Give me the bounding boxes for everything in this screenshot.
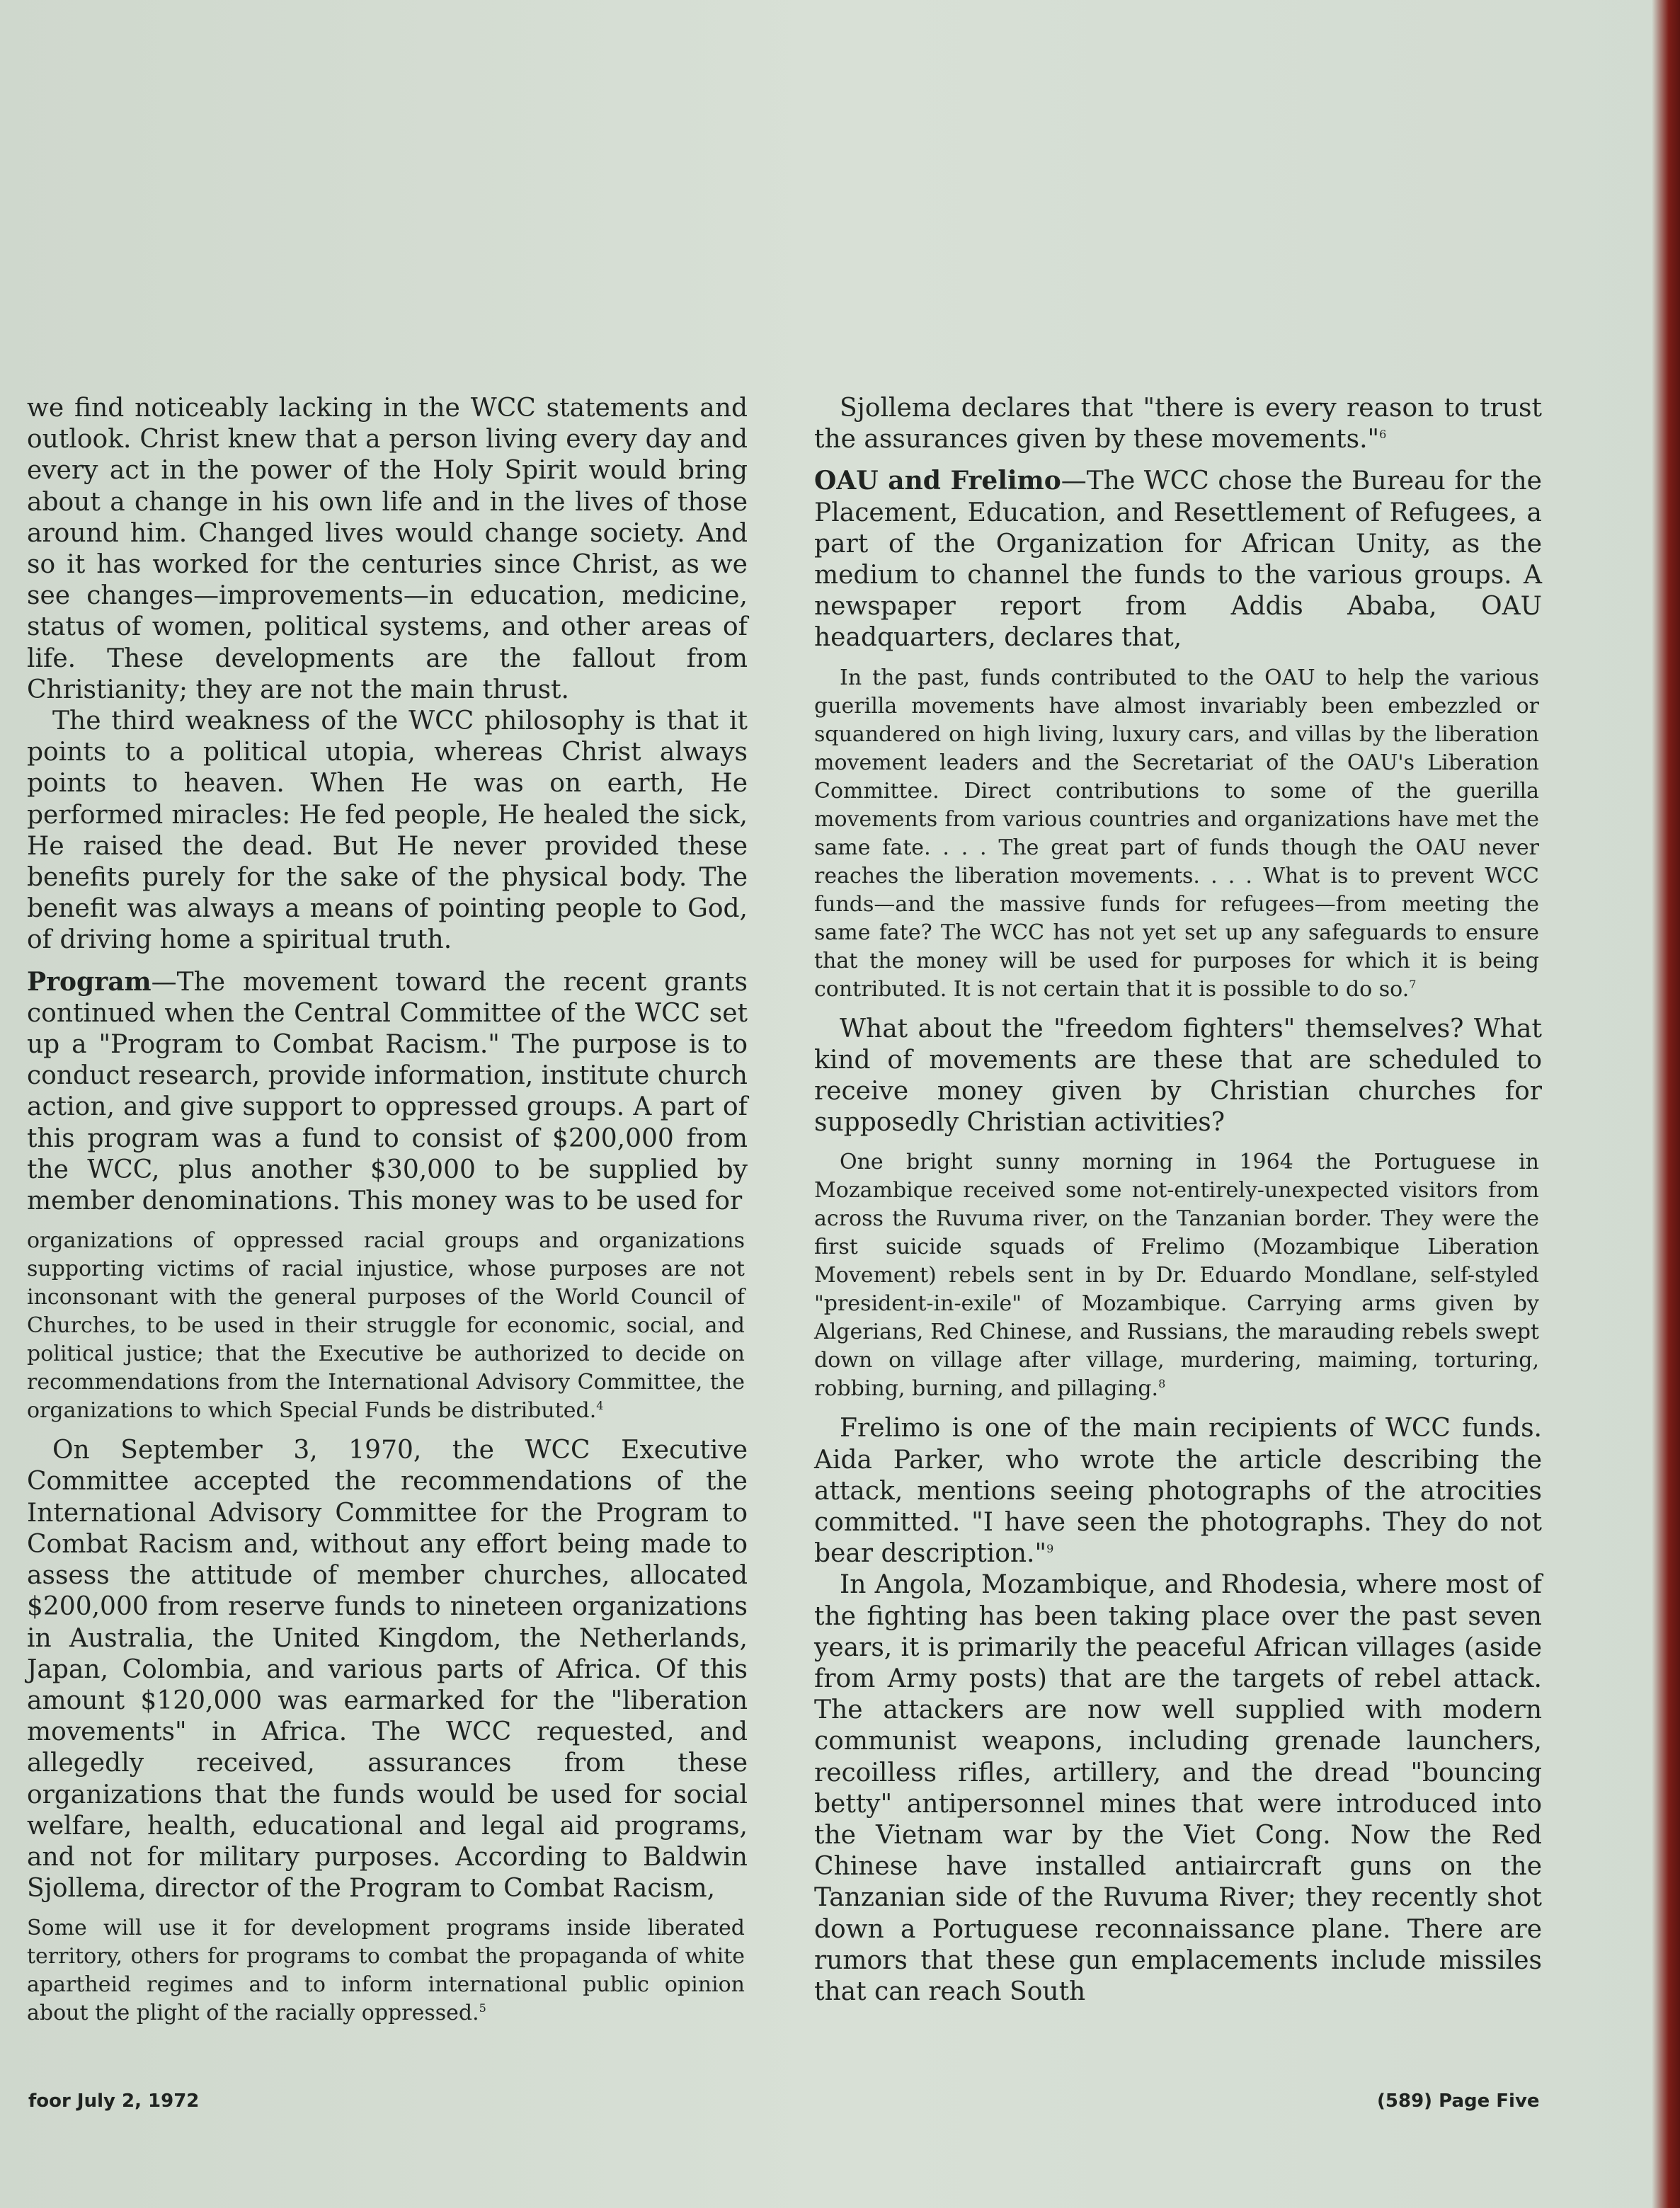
left-column: [27, 393, 748, 2027]
quote-text: In the past, funds contributed to the OAU to help the various guerilla movements have almost invariably been embezzled or squandered on high living, luxury cars, and villas by the liberation movement leaders and the Secretariat of the OAU's Liberation Committee. Direct contributions to some of the guerilla movements from various countries and organizations have met the same fate. . . . The great part of funds though the OAU never reaches the liberation movements. . . . What is to prevent WCC funds—and the massive funds for refugees—from meeting the same fate? The WCC has not yet set up any safeguards to ensure that the money will be used for purposes for which it is being contributed. It is not certain that it is possible to do so.: [814, 665, 1539, 1002]
paragraph-body: Sjollema declares that "there is every reason to trust the assurances given by these movements.": [814, 394, 1542, 454]
block-quote: [814, 1148, 1542, 1403]
paragraph-body: Frelimo is one of the main recipients of WCC funds. Aida Parker, who wrote the article describing the attack, mentions seeing photographs of the atrocities committed. "I have seen the photographs. They do not bear description.": [814, 1414, 1542, 1569]
paragraph: On September 3, 1970, the WCC Executive Committee accepted the recommendations of the International Advisory Committee for the Program to Combat Racism and, without any effort being made to assess the attitude of member churches, allocated $200,000 from reserve funds to nineteen organizations in Australia, the United Kingdom, the Netherlands, Japan, Colombia, and various parts of Africa. Of this amount $120,000 was earmarked for the "liberation movements" in Africa. The WCC requested, and allegedly received, assurances from these organizations that the funds would be used for social welfare, health, educational and legal aid programs, and not for military purposes. According to Baldwin Sjollema, director of the Program to Combat Racism,: [27, 1436, 748, 1904]
footer-date: foor July 2, 1972: [28, 2090, 200, 2112]
footnote-marker: 8: [1158, 1377, 1166, 1391]
paragraph-with-heading: [27, 966, 748, 1218]
right-column: [814, 393, 1542, 2008]
paragraph-with-heading: [814, 465, 1542, 653]
block-quote: [814, 664, 1542, 1004]
quote-text: organizations of oppressed racial groups and organizations supporting victims of racial injustice, whose purposes are not inconsonant with the general purposes of the World Council of Churches, to be used in their struggle for economic, social, and political justice; that the Executive be authorized to decide on recommendations from the International Advisory Committee, the organizations to which Special Funds be distributed.: [27, 1228, 745, 1424]
paragraph: What about the "freedom fighters" themselves? What kind of movements are these that are scheduled to receive money given by Christian churches for supposedly Christian activities?: [814, 1014, 1542, 1138]
quote-text: Some will use it for development programs inside liberated territory, others for programs to combat the propaganda of white apartheid regimes and to inform international public opinion about the plight of the racially oppressed.: [27, 1916, 745, 2026]
section-heading: OAU and Frelimo: [814, 466, 1061, 496]
paragraph: In Angola, Mozambique, and Rhodesia, where most of the fighting has been taking place over the past seven years, it is primarily the peaceful African villages (aside from Army posts) that are the targets of rebel attack. The attackers are now well supplied with modern communist weapons, including grenade launchers, recoilless rifles, artillery, and the dread "bouncing betty" antipersonnel mines that were introduced into the Vietnam war by the Viet Cong. Now the Red Chinese have installed antiaircraft guns on the Tanzanian side of the Ruvuma River; they recently shot down a Portuguese reconnaissance plane. There are rumors that these gun emplacements include missiles that can reach South: [814, 1570, 1542, 2007]
footnote-marker: 5: [479, 2001, 486, 2015]
quote-text: One bright sunny morning in 1964 the Portuguese in Mozambique received some not-entirely-unexpected visitors from across the Ruvuma river, on the Tanzanian border. They were the first suicide squads of Frelimo (Mozambique Liberation Movement) rebels sent in by Dr. Eduardo Mondlane, self-styled "president-in-exile" of Mozambique. Carrying arms given by Algerians, Red Chinese, and Russians, the marauding rebels swept down on village after village, murdering, maiming, torturing, robbing, burning, and pillaging.: [814, 1150, 1539, 1402]
footer-page-number: (589) Page Five: [1377, 2090, 1540, 2112]
footnote-marker: 6: [1379, 428, 1387, 442]
block-quote: [27, 1227, 748, 1425]
paragraph: [814, 1413, 1542, 1569]
footnote-marker: 4: [596, 1399, 604, 1413]
footnote-marker: 9: [1046, 1542, 1054, 1556]
paragraph-body: —The WCC chose the Bureau for the Placement, Education, and Resettlement of Refugees, a part of the Organization for African Unity, as the medium to channel the funds to the various groups. A newspaper report from Addis Ababa, OAU headquarters, declares that,: [814, 467, 1542, 653]
paragraph: [814, 393, 1542, 455]
paragraph: we find noticeably lacking in the WCC statements and outlook. Christ knew that a person living every day and every act in the power of the Holy Spirit would bring about a change in his own life and in the lives of those around him. Changed lives would change society. And so it has worked for the centuries since Christ, as we see changes—improvements—in education, medicine, status of women, political systems, and other areas of life. These developments are the fallout from Christianity; they are not the main thrust.: [27, 394, 748, 704]
paragraph-body: —The movement toward the recent grants continued when the Central Committee of the WCC set up a "Program to Combat Racism." The purpose is to conduct research, provide information, institute church action, and give support to oppressed groups. A part of this program was a fund to consist of $200,000 from the WCC, plus another $30,000 to be supplied by member denominations. This money was to be used for: [27, 967, 748, 1216]
block-quote: [27, 1914, 748, 2027]
page-edge-shadow: [1652, 0, 1680, 2208]
paragraph: The third weakness of the WCC philosophy is that it points to a political utopia, whereas Christ always points to heaven. When He was on earth, He performed miracles: He fed people, He healed the sick, He raised the dead. But He never provided these benefits purely for the sake of the physical body. The benefit was always a means of pointing people to God, of driving home a spiritual truth.: [27, 707, 748, 955]
faded-title-bleedthrough: [184, 181, 821, 265]
section-heading: Program: [27, 966, 152, 997]
footnote-marker: 7: [1409, 977, 1417, 991]
